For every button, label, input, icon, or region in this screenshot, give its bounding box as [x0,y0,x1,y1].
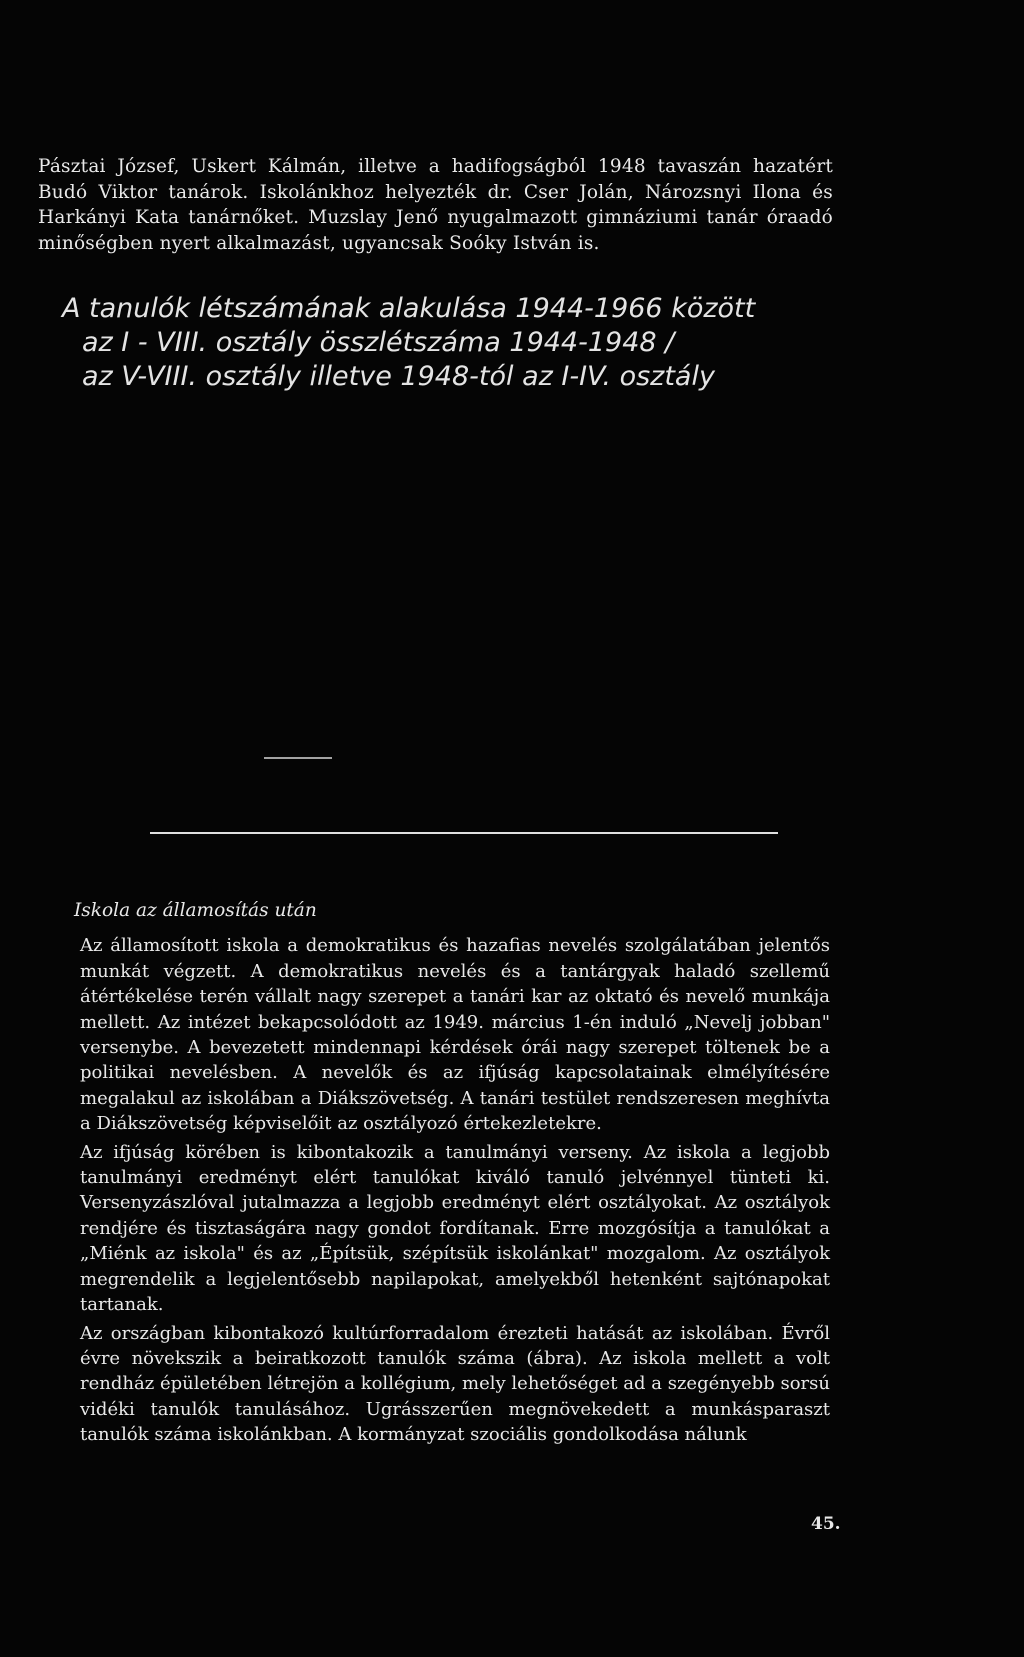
section-paragraph-2: Az ifjúság körében is kibontakozik a tanulmányi verseny. Az iskola a legjobb tanulmányi eredményt elért tanulókat kiváló tanuló jelvénnyel tünteti ki. Versenyzászlóval jutalmazza a legjobb eredményt elért osztályokat. Az osztályok rendjére és tisztaságára nagy gondot fordítanak. Erre mozgósítja a tanulókat a „Miénk az iskola" és az „Építsük, szépítsük iskolánkat" mozgalom. Az osztályok megrendelik a legjelentősebb napilapokat, amelyekből hetenként sajtónapokat tartanak. [80,1141,830,1316]
section-paragraph-3: Az országban kibontakozó kultúrforradalom érezteti hatását az iskolában. Évről évre növekszik a beiratkozott tanulók száma (ábra). Az iskola mellett a volt rendház épületében létrejön a kollégium, mely lehetőséget ad a szegényebb sorsú vidéki tanulók tanulásához. Ugrásszerűen megnövekedett a munkásparaszt tanulók száma iskolánkban. A kormányzat szociális gondolkodása nálunk [80,1322,830,1446]
intro-text [38,154,833,256]
chart-title [62,292,942,394]
chart-title-line-3: az V-VIII. osztály illetve 1948-tól az I-IV. osztály [82,361,715,392]
section-heading: Iskola az államosítás után [74,900,317,921]
chart-title-line-2: az I - VIII. osztály összlétszáma 1944-1948 / [82,327,675,358]
intro-paragraph: Pásztai József, Uskert Kálmán, illetve a hadifogságból 1948 tavaszán hazatért Budó Viktor tanárok. Iskolánkhoz helyezték dr. Cser Jolán, Nározsnyi Ilona és Harkányi Kata tanárnőket. Muzslay Jenő nyugalmazott gimnáziumi tanár óraadó minőségben nyert alkalmazást, ugyancsak Soóky István is. [38,156,833,254]
page-number: 45. [811,1514,841,1534]
section-paragraph-1: Az államosított iskola a demokratikus és hazafias nevelés szolgálatában jelentős munkát végzett. A demokratikus nevelés és a tantárgyak haladó szellemű átértékelése terén vállalt nagy szerepet a tanári kar az oktató és nevelő munkája mellett. Az intézet bekapcsolódott az 1949. március 1-én induló „Nevelj jobban" versenybe. A bevezetett mindennapi kérdések órái nagy szerepet töltenek be a politikai nevelésben. A nevelők és az ifjúság kapcsolatainak elmélyítésére megalakul az iskolában a Diákszövetség. A tanári testület rendszeresen meghívta a Diákszövetség képviselőit az osztályozó értekezletekre. [80,935,830,1135]
chart-baseline-area [0,420,1024,860]
chart-title-line-1: A tanulók létszámának alakulása 1944-1966 között [62,293,756,324]
section-after-nationalisation [74,898,830,1448]
